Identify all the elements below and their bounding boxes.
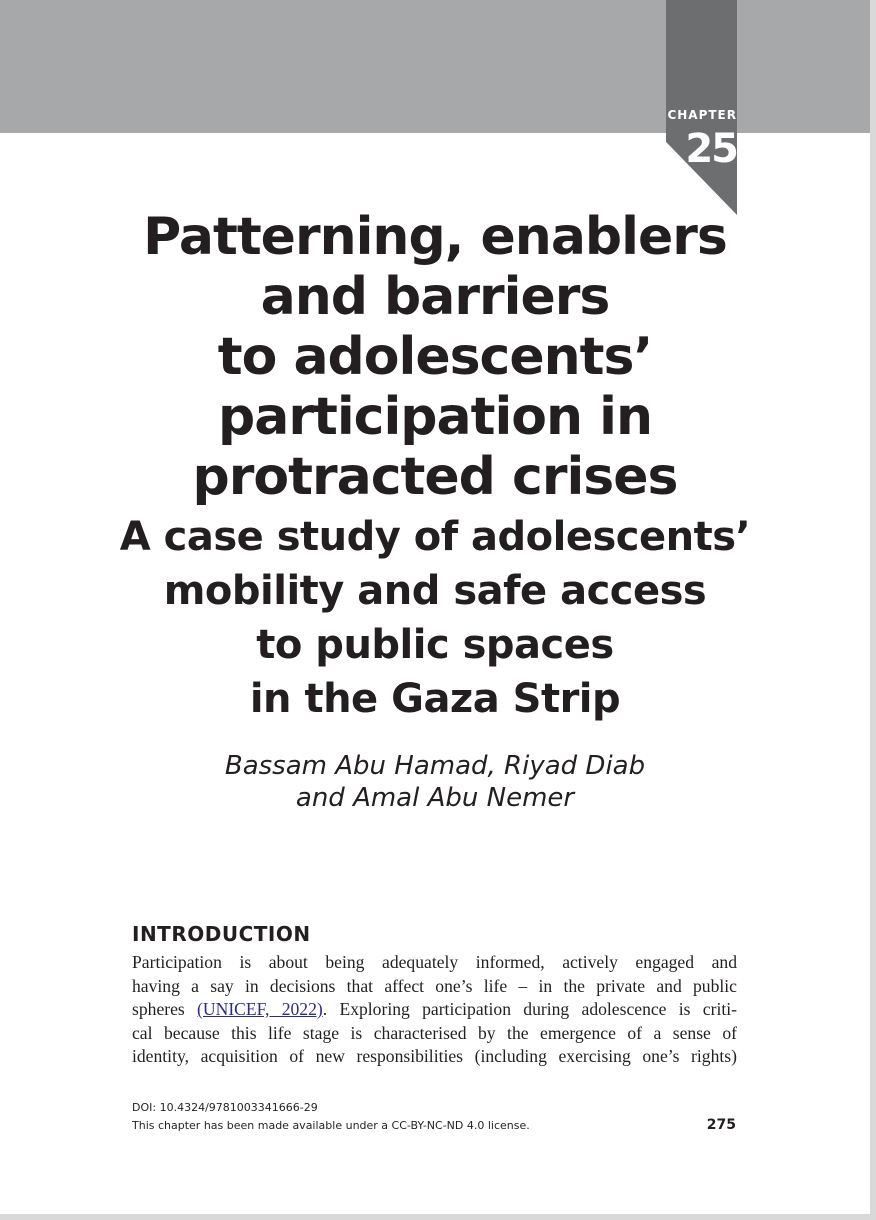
paragraph-line: Participation is about being adequately informed, actively engaged and — [132, 952, 737, 972]
license-text: This chapter has been made available under a CC-BY-NC-ND 4.0 license. — [132, 1119, 530, 1132]
chapter-label: CHAPTER — [667, 108, 737, 122]
title-line: participation in — [218, 387, 652, 447]
title-line: protracted crises — [192, 447, 678, 507]
title-line: and barriers — [260, 267, 610, 327]
subtitle-line: in the Gaza Strip — [249, 676, 621, 722]
line-text: . Exploring participation during adolescence is criti- — [322, 999, 737, 1019]
title-line: to adolescents’ — [217, 327, 653, 387]
page-number: 275 — [706, 1117, 736, 1133]
section-heading: INTRODUCTION — [132, 922, 311, 946]
subtitle-line: to public spaces — [256, 622, 614, 668]
chapter-subtitle — [110, 510, 760, 726]
chapter-number: 25 — [685, 126, 737, 172]
paragraph-line: having a say in decisions that affect one’s life – in the private and public — [132, 975, 737, 996]
doi-text: DOI: 10.4324/9781003341666-29 — [132, 1101, 318, 1114]
author-line: Bassam Abu Hamad, Riyad Diab — [224, 751, 646, 781]
citation-link[interactable]: (UNICEF, 2022) — [197, 999, 323, 1019]
chapter-title — [110, 207, 760, 507]
page-shadow — [0, 1214, 876, 1220]
subtitle-line: A case study of adolescents’ — [119, 514, 751, 560]
header-band — [0, 0, 870, 133]
page-shadow — [870, 0, 876, 1220]
introduction-paragraph — [132, 951, 737, 1069]
paragraph-line: identity, acquisition of new responsibilities (including exercising one’s rights) — [132, 1046, 737, 1066]
paragraph-line — [132, 998, 737, 1022]
author-line: and Amal Abu Nemer — [295, 783, 575, 813]
subtitle-line: mobility and safe access — [163, 568, 707, 614]
paragraph-line: cal because this life stage is characterised by the emergence of a sense of — [132, 1022, 737, 1043]
line-text: spheres — [132, 999, 198, 1019]
title-line: Patterning, enablers — [143, 207, 727, 267]
authors — [110, 750, 760, 814]
